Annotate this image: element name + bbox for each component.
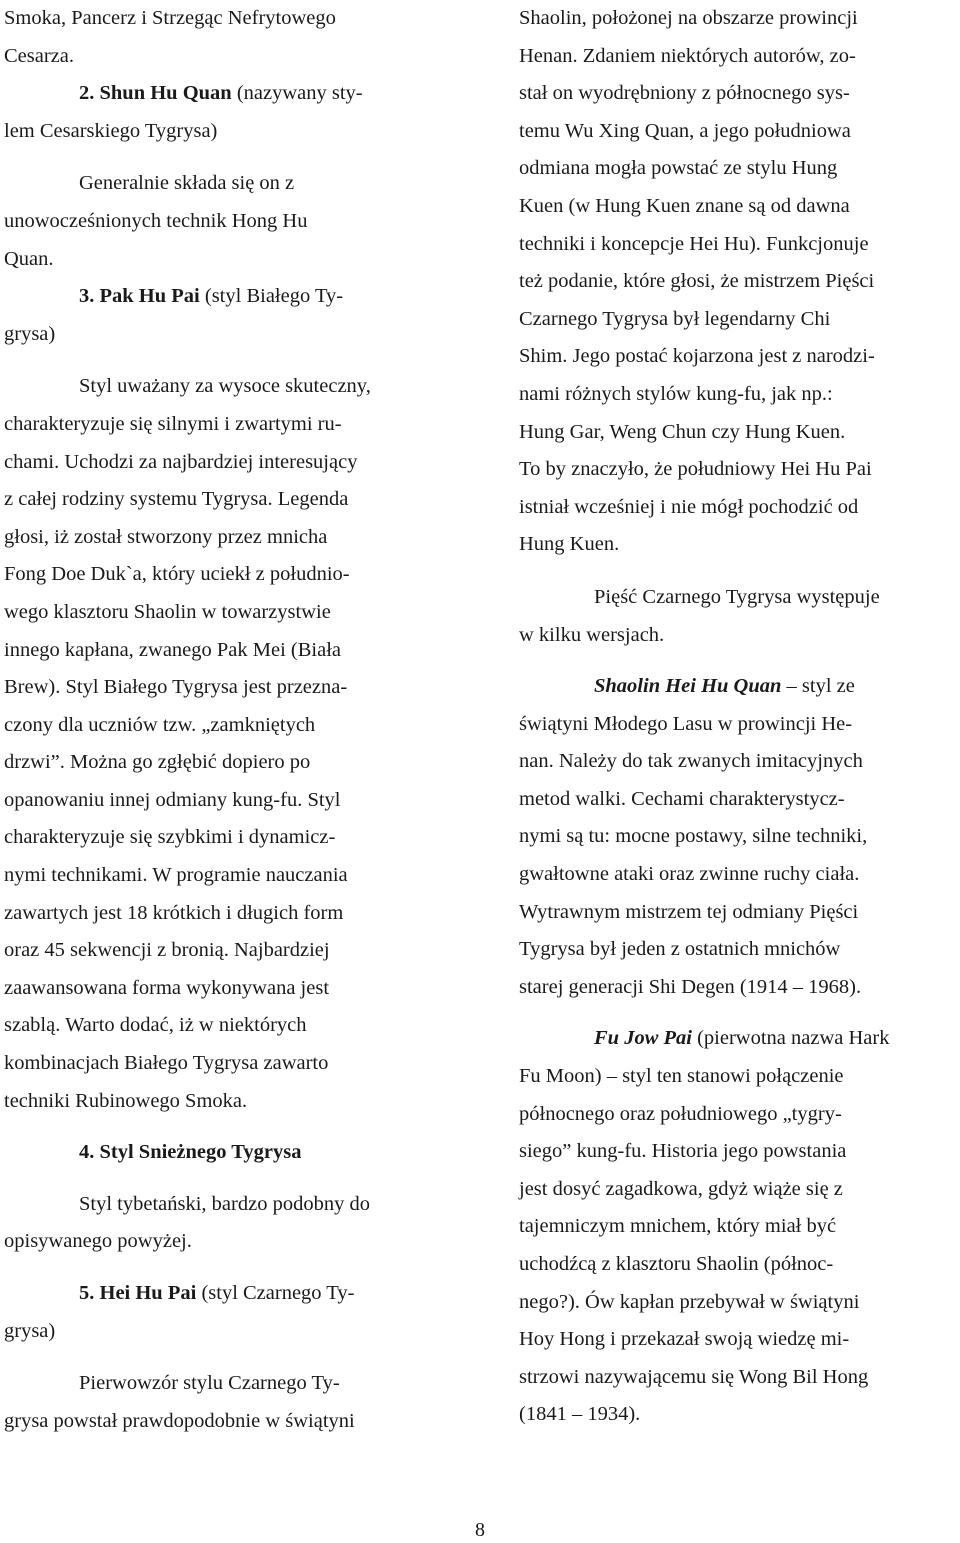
heading-continuation: grysa) bbox=[4, 1319, 56, 1342]
text-line bbox=[519, 668, 960, 706]
style-name: Shaolin Hei Hu Quan bbox=[594, 675, 782, 698]
left-column bbox=[4, 0, 442, 1440]
paragraph-versions bbox=[519, 579, 960, 654]
text-line: starej generacji Shi Degen (1914 – 1968). bbox=[519, 975, 862, 998]
text-line: zaawansowana forma wykonywana jest bbox=[4, 976, 330, 999]
text-line: grysa powstał prawdopodobnie w świątyni bbox=[4, 1409, 355, 1432]
text-line: Brew). Styl Białego Tygrysa jest przezna- bbox=[4, 676, 348, 699]
style-name: Pak Hu Pai bbox=[99, 285, 200, 308]
text-line: charakteryzuje się silnymi i zwartymi ru- bbox=[4, 412, 342, 435]
heading-rest: (nazywany sty- bbox=[231, 82, 363, 105]
text-line: oraz 45 sekwencji z bronią. Najbardziej bbox=[4, 939, 330, 962]
text-line: Pięść Czarnego Tygrysa występuje bbox=[594, 585, 880, 608]
text-line: techniki Rubinowego Smoka. bbox=[4, 1089, 248, 1112]
text-line: w kilku wersjach. bbox=[519, 623, 665, 646]
text-line: Generalnie składa się on z bbox=[79, 172, 295, 195]
text-line: chami. Uchodzi za najbardziej interesujący bbox=[4, 450, 358, 473]
section-heading bbox=[4, 278, 442, 316]
paragraph-shaolin-hei-hu-quan bbox=[519, 668, 960, 1006]
text-line: Tygrysa był jeden z ostatnich mnichów bbox=[519, 938, 841, 961]
text-line: Cesarza. bbox=[4, 44, 74, 67]
text-line: głosi, iż został stworzony przez mnicha bbox=[4, 525, 328, 548]
text-line: szablą. Warto dodać, iż w niektórych bbox=[4, 1014, 307, 1037]
text-line: północnego oraz południowego „tygry- bbox=[519, 1102, 842, 1125]
text-line: wego klasztoru Shaolin w towarzystwie bbox=[4, 600, 331, 623]
section-number: 5. bbox=[79, 1282, 95, 1304]
text-line: drzwi”. Można go zgłębić dopiero po bbox=[4, 751, 311, 774]
text-fragment: (pierwotna nazwa Hark bbox=[691, 1027, 890, 1050]
text-line: Hung Gar, Weng Chun czy Hung Kuen. bbox=[519, 420, 846, 443]
text-line: Shaolin, położonej na obszarze prowincji bbox=[519, 7, 858, 29]
style-name: Shun Hu Quan bbox=[99, 82, 232, 105]
section-heading bbox=[4, 75, 442, 113]
text-line bbox=[519, 1020, 960, 1058]
text-line: innego kapłana, zwanego Pak Mei (Biała bbox=[4, 638, 341, 661]
text-line: temu Wu Xing Quan, a jego południowa bbox=[519, 119, 851, 142]
text-line: Kuen (w Hung Kuen znane są od dawna bbox=[519, 194, 850, 217]
section-sniezny-tygrys bbox=[4, 1134, 442, 1172]
text-line: Fu Moon) – styl ten stanowi połączenie bbox=[519, 1065, 844, 1088]
text-line: świątyni Młodego Lasu w prowincji He- bbox=[519, 712, 853, 735]
text-line: Wytrawnym mistrzem tej odmiany Pięści bbox=[519, 900, 859, 923]
text-line: strzowi nazywającemu się Wong Bil Hong bbox=[519, 1365, 869, 1388]
style-name: Fu Jow Pai bbox=[594, 1027, 692, 1050]
text-line: tajemniczym mnichem, który miał być bbox=[519, 1215, 837, 1238]
text-line: Henan. Zdaniem niektórych autorów, zo- bbox=[519, 44, 856, 67]
text-line: Styl tybetański, bardzo podobny do bbox=[79, 1192, 370, 1215]
text-line: To by znaczyło, że południowy Hei Hu Pai bbox=[519, 458, 872, 481]
text-fragment: – styl ze bbox=[781, 675, 855, 698]
text-line: metod walki. Cechami charakterystycz- bbox=[519, 787, 845, 810]
heading-rest: (styl Białego Ty- bbox=[199, 285, 344, 308]
paragraph-sniezny-tygrys bbox=[4, 1186, 442, 1261]
page-number: 8 bbox=[475, 1519, 485, 1541]
text-line: jest dosyć zagadkowa, gdyż wiąże się z bbox=[519, 1177, 843, 1200]
text-line: Smoka, Pancerz i Strzegąc Nefrytowego bbox=[4, 7, 336, 29]
text-line: nan. Należy do tak zwanych imitacyjnych bbox=[519, 750, 863, 773]
text-fragment: z całej rodziny systemu Tygrysa. bbox=[4, 488, 273, 511]
text-line: Quan. bbox=[4, 247, 54, 270]
text-line: zawartych jest 18 krótkich i długich form bbox=[4, 901, 344, 924]
heading-continuation: lem Cesarskiego Tygrysa) bbox=[4, 119, 218, 142]
text-line: (1841 – 1934). bbox=[519, 1403, 641, 1426]
text-line: nymi są tu: mocne postawy, silne techniki, bbox=[519, 825, 868, 848]
section-pak-hu-pai bbox=[4, 278, 442, 353]
text-line: Shim. Jego postać kojarzona jest z narodzi- bbox=[519, 345, 875, 368]
section-shun-hu-quan bbox=[4, 75, 442, 150]
paragraph-hei-hu-pai bbox=[4, 1365, 442, 1440]
text-line: Hung Kuen. bbox=[519, 533, 620, 556]
text-line: siego” kung-fu. Historia jego powstania bbox=[519, 1140, 847, 1163]
text-line: uchodźcą z klasztoru Shaolin (północ- bbox=[519, 1253, 834, 1275]
text-fragment: Legenda bbox=[277, 488, 349, 511]
paragraph-pak-hu-pai bbox=[4, 368, 442, 1120]
paragraph-hei-hu-continuation bbox=[519, 0, 960, 564]
text-line: opisywanego powyżej. bbox=[4, 1230, 192, 1253]
paragraph-fu-jow-pai bbox=[519, 1020, 960, 1434]
text-line: nego?). Ów kapłan przebywał w świątyni bbox=[519, 1290, 860, 1313]
paragraph-intro-continuation bbox=[4, 0, 442, 75]
text-line: też podanie, które głosi, że mistrzem Pięści bbox=[519, 270, 875, 293]
heading-rest: (styl Czarnego Ty- bbox=[196, 1282, 355, 1304]
text-line: stał on wyodrębniony z północnego sys- bbox=[519, 82, 850, 105]
style-name: Hei Hu Pai bbox=[99, 1282, 197, 1304]
section-heading: 4. Styl Snieżnego Tygrysa bbox=[79, 1141, 302, 1164]
text-line: unowocześnionych technik Hong Hu bbox=[4, 209, 308, 232]
text-line: nymi technikami. W programie nauczania bbox=[4, 864, 348, 887]
right-column bbox=[519, 0, 960, 1434]
text-line bbox=[4, 481, 442, 519]
section-hei-hu-pai bbox=[4, 1275, 442, 1350]
section-number: 3. bbox=[79, 285, 95, 308]
section-number: 2. bbox=[79, 82, 95, 105]
text-line: Pierwowzór stylu Czarnego Ty- bbox=[79, 1372, 340, 1395]
text-line: charakteryzuje się szybkimi i dynamicz- bbox=[4, 826, 336, 849]
text-line: czony dla uczniów tzw. „zamkniętych bbox=[4, 713, 316, 736]
text-line: kombinacjach Białego Tygrysa zawarto bbox=[4, 1052, 329, 1075]
text-line: nami różnych stylów kung-fu, jak np.: bbox=[519, 382, 833, 405]
text-line: Hoy Hong i przekazał swoją wiedzę mi- bbox=[519, 1328, 850, 1351]
text-line: istniał wcześniej i nie mógł pochodzić od bbox=[519, 495, 859, 518]
text-line: Styl uważany za wysoce skuteczny, bbox=[79, 375, 371, 398]
paragraph-shun-hu-quan bbox=[4, 165, 442, 278]
section-heading bbox=[4, 1275, 442, 1313]
text-line: odmiana mogła powstać ze stylu Hung bbox=[519, 157, 838, 180]
text-line: techniki i koncepcje Hei Hu). Funkcjonuje bbox=[519, 232, 869, 255]
text-line: Fong Doe Duk`a, który uciekł z południo- bbox=[4, 563, 350, 586]
text-line: Czarnego Tygrysa był legendarny Chi bbox=[519, 307, 831, 330]
text-line: opanowaniu innej odmiany kung-fu. Styl bbox=[4, 788, 341, 811]
text-line: gwałtowne ataki oraz zwinne ruchy ciała. bbox=[519, 863, 860, 886]
heading-continuation: grysa) bbox=[4, 322, 56, 345]
